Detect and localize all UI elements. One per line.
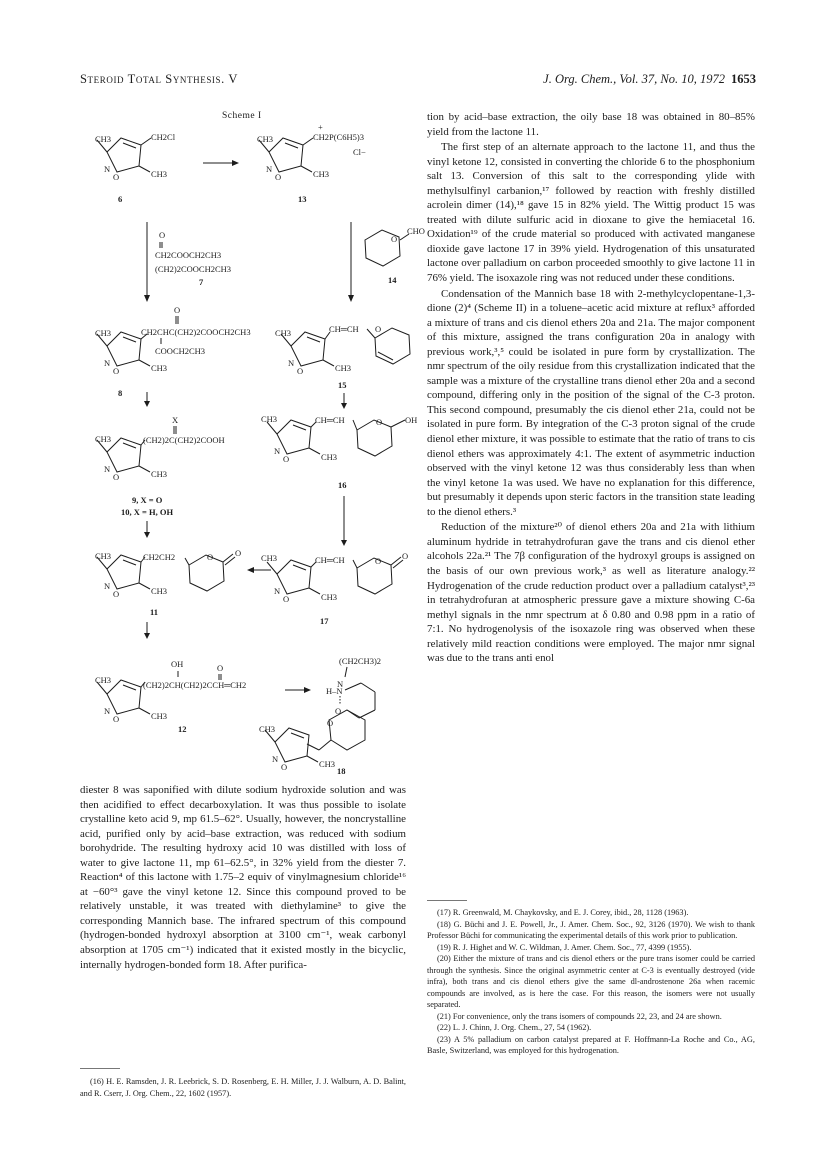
footnote-divider xyxy=(427,900,467,901)
footnote: (16) H. E. Ramsden, J. R. Leebrick, S. D. Rosenberg, E. H. Miller, J. J. Walburn, A. D. Balint, and R. Cserr, J. Org. Chem., 22, 1602 (1957). xyxy=(80,1077,406,1098)
compound-number: 16 xyxy=(338,480,347,490)
footnote: (21) For convenience, only the trans isomers of compounds 22, 23, and 24 are shown. xyxy=(437,1011,722,1021)
compound-number: 15 xyxy=(338,380,347,390)
methyl-group-label: CH3 xyxy=(275,328,292,338)
methyl-group-label: CH3 xyxy=(95,328,112,338)
vinylene-label: CH═CH xyxy=(315,415,345,425)
ring-oxygen: O xyxy=(335,706,342,716)
compound-number: 17 xyxy=(320,616,329,626)
methyl-group-label: CH3 xyxy=(313,169,330,179)
ester-8-label: COOCH2CH3 xyxy=(155,346,206,356)
compound-17 xyxy=(261,551,408,626)
footnote: (17) R. Greenwald, M. Chaykovsky, and E. J. Corey, ibid., 28, 1128 (1963). xyxy=(437,908,689,917)
methyl-group-label: CH3 xyxy=(151,469,168,479)
ring-oxygen: O xyxy=(375,324,382,334)
ring-nitrogen: N xyxy=(337,679,344,689)
chloromethyl-label: CH2Cl xyxy=(151,132,176,142)
methyl-group-label: CH3 xyxy=(151,586,168,596)
ring-oxygen: O xyxy=(113,366,120,376)
footnote: (22) L. J. Chinn, J. Org. Chem., 27, 54 (1962). xyxy=(437,1023,592,1032)
lactone-oxygen: O xyxy=(402,551,409,561)
ring-nitrogen: N xyxy=(266,164,273,174)
compound-18 xyxy=(259,656,381,776)
compound-15 xyxy=(275,324,410,390)
ring-oxygen: O xyxy=(297,366,304,376)
paragraph: tion by acid–base extraction, the oily base 18 was obtained in 80–85% yield from the lactone 11. xyxy=(427,111,755,138)
ring-oxygen: O xyxy=(327,718,334,728)
ring-nitrogen: N xyxy=(104,464,111,474)
hydrogen-bond-label: H–N xyxy=(326,686,343,696)
methyl-group-label: CH3 xyxy=(151,169,168,179)
reagent-7-line2: (CH2)2COOCH2CH3 xyxy=(155,264,232,274)
reagent-7-line1: CH2COOCH2CH3 xyxy=(155,250,222,260)
ring-oxygen: O xyxy=(207,552,214,562)
footnote: (19) R. J. Highet and W. C. Wildman, J. Amer. Chem. Soc., 77, 4399 (1955). xyxy=(437,942,692,952)
ring-nitrogen: N xyxy=(104,164,111,174)
scheme-title: Scheme I xyxy=(222,111,262,121)
left-column-text xyxy=(80,783,406,973)
compound-16 xyxy=(261,414,417,490)
footnote: (20) Either the mixture of trans and cis dienol ethers or the pure trans isomer could be carried through the synthesis. Since the original asymmetric center at C-3 is eventually destroyed (vide infra), both trans and cis dienol ethers give the same dl-androstenone 26a when racemic compounds are involved, as is here the case. For this reason, the isomers were not usually separated. xyxy=(427,954,755,1009)
carbonyl-oxygen: O xyxy=(159,230,166,240)
compound-12 xyxy=(95,659,246,734)
methyl-group-label: CH3 xyxy=(335,363,352,373)
compound-6 xyxy=(95,132,176,204)
methyl-group-label: CH3 xyxy=(95,434,112,444)
ring-oxygen: O xyxy=(376,417,383,427)
diethylamino-label: (CH2CH3)2 xyxy=(339,656,382,666)
chain-9-label: (CH2)2C(CH2)2COOH xyxy=(143,435,225,445)
methyl-group-label: CH3 xyxy=(95,675,112,685)
paragraph: The first step of an alternate approach to the lactone 11, and thus the vinyl ketone 12, consisted in converting the chloride 6 to the phosphonium salt 13. Conversion of this salt to the corresponding ylide with methylsulfinyl carbanion,¹⁷ followed by reaction with freshly distilled acrolein dimer (14),¹⁸ gave 15 in 82% yield. The Wittig product 15 was treated with dilute sulfuric acid in dioxane to give the hemiacetal 16. Oxidation¹⁹ of the crude material so produced with activated manganese dioxide gave lactone 17 in 39% yield. Hydrogenation of this unsaturated lactone over palladium on carbon proceeded smoothly to give lactone 11 in 76% yield. The isoxazole ring was not reduced under these conditions. xyxy=(427,141,755,285)
compound-label-10: 10, X = H, OH xyxy=(121,507,174,517)
paragraph: diester 8 was saponified with dilute sodium hydroxide solution and was then acidified to effect decarboxylation. It was thus possible to isolate crystalline keto acid 9, mp 61.5–62°. Usually, however, the noncrystalline acid, purified only by acid–base extraction, was reduced with sodium borohydride. The resulting hydroxy acid 10 was distilled with loss of water to give lactone 11, mp 61–62.5°, in 32% yield from the diester 7. Reaction⁴ of this lactone with 1.75–2 equiv of vinylmagnesium chloride¹⁶ at −60°³ gave the vinyl ketone 12. Since this compound proved to be relatively unstable, it was treated with diethylamine³ to give the corresponding Mannich base. The infrared spectrum of this compound (hydrogen-bonded hydroxyl absorption at 3100 cm⁻¹, weak carbonyl absorption at 1705 cm⁻¹) indicated that it existed mostly in the bicyclic, internally hydrogen-bonded form 18. After purifica- xyxy=(80,784,406,971)
right-column-text xyxy=(427,110,755,667)
compound-number: 14 xyxy=(388,275,397,285)
compound-8 xyxy=(95,305,251,398)
ring-nitrogen: N xyxy=(274,586,281,596)
compound-11 xyxy=(95,548,241,617)
compound-number: 6 xyxy=(118,194,123,204)
ring-oxygen: O xyxy=(283,594,290,604)
page-number: 1653 xyxy=(731,72,756,86)
vinylene-label: CH═CH xyxy=(315,555,345,565)
ring-nitrogen: N xyxy=(274,446,281,456)
footnote: (23) A 5% palladium on carbon catalyst prepared at F. Hoffmann-La Roche and Co., AG, Basle, Switzerland, was employed for this hydrogenation. xyxy=(427,1034,755,1055)
compound-number: 11 xyxy=(150,607,159,617)
ring-nitrogen: N xyxy=(104,706,111,716)
methyl-group-label: CH3 xyxy=(321,592,338,602)
methyl-group-label: CH3 xyxy=(95,551,112,561)
compound-9-10 xyxy=(95,415,225,517)
lactone-oxygen: O xyxy=(235,548,242,558)
hydroxyl-label: OH xyxy=(171,659,184,669)
compound-number: 18 xyxy=(337,766,346,776)
running-head-title: Steroid Total Synthesis. V xyxy=(80,72,238,86)
ring-oxygen: O xyxy=(113,172,120,182)
plus-charge: + xyxy=(318,122,323,132)
chain-12-label: (CH2)2CH(CH2)2CCH═CH2 xyxy=(143,680,247,690)
x-substituent: X xyxy=(172,415,179,425)
running-head-citation xyxy=(470,72,756,87)
phosphonium-label: CH2P(C6H5)3 xyxy=(313,132,365,142)
chain-8-label: CH2CHC(CH2)2COOCH2CH3 xyxy=(141,327,251,337)
carbonyl-oxygen: O xyxy=(217,663,224,673)
compound-number: 7 xyxy=(199,277,204,287)
methyl-group-label: CH3 xyxy=(259,724,276,734)
ethylene-bridge-label: CH2CH2 xyxy=(143,552,176,562)
journal-citation: J. Org. Chem., Vol. 37, No. 10, 1972 xyxy=(543,72,725,86)
methyl-group-label: CH3 xyxy=(321,452,338,462)
methyl-group-label: CH3 xyxy=(95,134,112,144)
ring-oxygen: O xyxy=(391,234,398,244)
hydroxyl-label: OH xyxy=(405,415,418,425)
paragraph: Condensation of the Mannich base 18 with 2-methylcyclopentane-1,3-dione (2)⁴ (Scheme II) in a toluene–acetic acid mixture at reflux³ afforded a mixture of trans and cis dienol ethers 20a and 21a. The major component of this mixture, assigned the trans configuration 20a in analogy with previous work,³,⁵ could be isolated in pure form by crystallization. The nmr spectrum of the oily residue from this crystallization indicated that the sample was a mixture of the crystalline trans dienol ether 20a and a second compound, differing only in the position of the signal of the C-3 proton. This second compound, presumably the cis dienol ether 21a, could not be isolated in pure form. By integration of the C-3 proton signal of the crude dienol ether mixture, it was possible to estimate that the ratio of trans to cis dienol ethers was approximately 4:1. The extent of asymmetric induction observed with the vinyl ketone 12 was thus considerably less than when the vinyl ketone 1a was used. We have no explanation for this difference, but presumably it depends upon steric factors in the transition state leading to the dienol ethers.³ xyxy=(427,287,755,518)
methyl-group-label: CH3 xyxy=(151,711,168,721)
carbonyl-oxygen: O xyxy=(174,305,181,315)
ring-oxygen: O xyxy=(281,762,288,772)
ring-nitrogen: N xyxy=(104,581,111,591)
compound-14 xyxy=(365,226,425,285)
footnote-divider xyxy=(80,1068,120,1069)
methyl-group-label: CH3 xyxy=(319,759,336,769)
ring-oxygen: O xyxy=(283,454,290,464)
compound-number: 13 xyxy=(298,194,307,204)
left-footnotes xyxy=(80,1076,406,1099)
compound-number: 12 xyxy=(178,724,187,734)
paragraph: Reduction of the mixture²⁰ of dienol ethers 20a and 21a with lithium aluminum hydride in tetrahydrofuran gave the trans and cis dienol ether alcohols 22a.²¹ The 7β configuration of the hydroxyl groups is assigned on the basis of our own previous work,³ as well as literature analogy.²² Hydrogenation of the crude reduction product over a palladium catalyst³,²³ in tetrahydrofuran at atmospheric pressure gave a mixture showing C-6a methyl signals in the nmr spectrum at δ 0.80 and 0.98 ppm in a ratio of 7:1. No hydrogenolysis of the isoxazole ring was observed when these relatively mild reaction conditions were employed. The major nmr signal was due to the trans anti enol xyxy=(427,521,755,665)
reaction-scheme xyxy=(75,110,425,776)
ring-nitrogen: N xyxy=(288,358,295,368)
aldehyde-label: CHO xyxy=(407,226,425,236)
ring-oxygen: O xyxy=(275,172,282,182)
ring-oxygen: O xyxy=(113,714,120,724)
methyl-group-label: CH3 xyxy=(261,553,278,563)
footnote: (18) G. Büchi and J. E. Powell, Jr., J. Amer. Chem. Soc., 92, 3126 (1970). We wish to thank Professor Büchi for communicating the experimental details of this work prior to publication. xyxy=(427,919,755,940)
compound-13 xyxy=(257,122,366,204)
vinylene-label: CH═CH xyxy=(329,324,359,334)
ring-nitrogen: N xyxy=(104,358,111,368)
methyl-group-label: CH3 xyxy=(151,363,168,373)
methyl-group-label: CH3 xyxy=(257,134,274,144)
ring-oxygen: O xyxy=(113,589,120,599)
compound-label-9: 9, X = O xyxy=(132,495,163,505)
methyl-group-label: CH3 xyxy=(261,414,278,424)
right-footnotes xyxy=(427,907,755,1057)
chloride-label: Cl− xyxy=(353,147,366,157)
compound-number: 8 xyxy=(118,388,123,398)
ring-nitrogen: N xyxy=(272,754,279,764)
ring-oxygen: O xyxy=(113,472,120,482)
ring-oxygen: O xyxy=(375,556,382,566)
